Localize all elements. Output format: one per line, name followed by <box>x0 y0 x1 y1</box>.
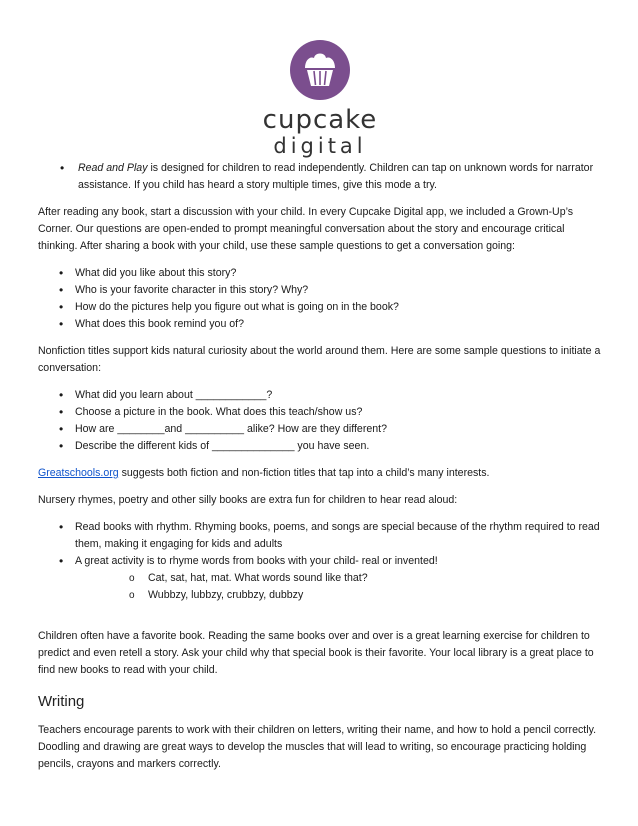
list-item: • How do the pictures help you figure out what is going on in the book? <box>38 299 604 316</box>
paragraph-nonfiction: Nonfiction titles support kids natural curiosity about the world around them. Here are some sample questions to initiate a conversation: <box>38 345 601 374</box>
list-item-text: A great activity is to rhyme words from books with your child- real or invented! <box>75 555 438 567</box>
nonfiction-questions-list <box>38 387 604 455</box>
paragraph-nursery: Nursery rhymes, poetry and other silly books are extra fun for children to hear read aloud: <box>38 494 458 506</box>
rhyme-examples-list <box>75 570 604 604</box>
paragraph-greatschools <box>38 465 604 482</box>
reading-mode-list <box>38 160 604 194</box>
paragraph-after-reading: After reading any book, start a discussion with your child. In every Cupcake Digital app, we included a Grown-Up’s Corner. Our questions are open-ended to prompt meaningful conversation about the story and encourage critical thinking. After sharing a book with your child, use these sample questions to get a conversation going: <box>38 206 574 252</box>
list-item: o Wubbzy, lubbzy, crubbzy, dubbzy <box>75 587 604 604</box>
list-item: • What did you like about this story? <box>38 265 604 282</box>
list-item <box>38 553 604 604</box>
greatschools-link[interactable]: Greatschools.org <box>38 467 119 479</box>
nursery-list <box>38 519 604 604</box>
document-body <box>38 160 604 783</box>
list-item: • What did you learn about ____________? <box>38 387 604 404</box>
list-item: • Read books with rhythm. Rhyming books, poems, and songs are special because of the rhythm required to read them, making it engaging for kids and adults <box>38 519 604 553</box>
list-item: o Cat, sat, hat, mat. What words sound like that? <box>75 570 604 587</box>
fiction-questions-list <box>38 265 604 333</box>
list-item: • What does this book remind you of? <box>38 316 604 333</box>
list-item: • How are ________and __________ alike? How are they different? <box>38 421 604 438</box>
cupcake-digital-logo <box>250 40 390 158</box>
read-and-play-title: Read and Play <box>78 162 148 174</box>
cupcake-icon <box>290 40 350 100</box>
logo-text-cupcake: cupcake <box>262 105 378 135</box>
section-heading-writing: Writing <box>38 693 85 710</box>
list-item <box>38 160 604 194</box>
logo-text-digital: digital <box>273 134 367 158</box>
spacer <box>38 614 604 628</box>
read-and-play-description: is designed for children to read independently. Children can tap on unknown words for narrator assistance. If you child has heard a story multiple times, give this mode a try. <box>78 162 594 191</box>
list-item: • Describe the different kids of ______________ you have seen. <box>38 438 604 455</box>
paragraph-writing: Teachers encourage parents to work with their children on letters, writing their name, and how to hold a pencil correctly. Doodling and drawing are great ways to develop the muscles that will lead to writing, so encourage practicing holding pencils, crayons and markers correctly. <box>38 724 597 770</box>
list-item: • Who is your favorite character in this story? Why? <box>38 282 604 299</box>
paragraph-favorite-book: Children often have a favorite book. Reading the same books over and over is a great learning exercise for children to predict and even retell a story. Ask your child why that special book is their favorite. Your local library is a great place to find new books to read with your child. <box>38 630 594 676</box>
list-item: • Choose a picture in the book. What does this teach/show us? <box>38 404 604 421</box>
greatschools-text: suggests both fiction and non-fiction titles that tap into a child’s many interests. <box>118 467 490 479</box>
